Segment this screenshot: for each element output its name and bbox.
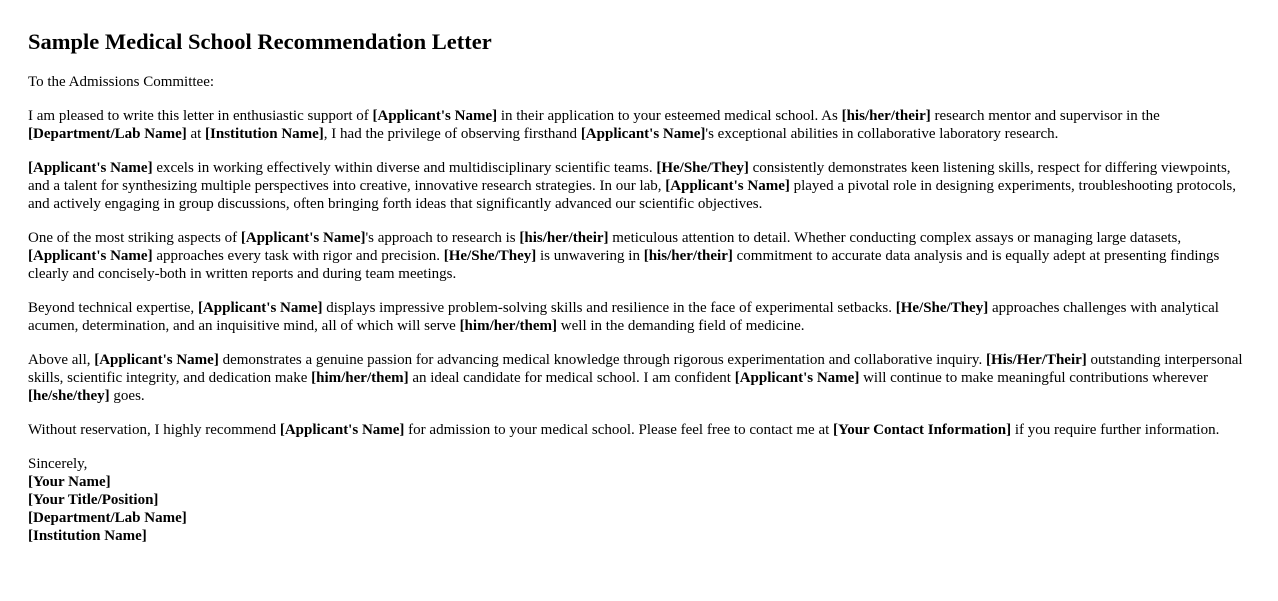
body-text: meticulous attention to detail. Whether conducting complex assays or managing large datasets, [608,230,1182,246]
paragraph-3 [28,229,1250,283]
body-text: for admission to your medical school. Please feel free to contact me at [404,422,834,438]
placeholder-text: [Applicant's Name] [734,370,860,386]
placeholder-text: [he/she/they] [28,388,110,404]
body-text: approaches challenges with analytical acumen, determination, and an inquisitive mind, all of which will serve [28,300,1219,334]
salutation: To the Admissions Committee: [28,74,215,90]
body-text: well in the demanding field of medicine. [557,318,805,334]
body-text: demonstrates a genuine passion for advancing medical knowledge through rigorous experimentation and collaborative inquiry. [218,352,986,368]
placeholder-text: [Applicant's Name] [279,422,405,438]
placeholder-text: [Applicant's Name] [28,248,153,264]
body-text: is unwavering in [536,248,644,264]
body-text: , I had the privilege of observing firsthand [323,126,581,142]
placeholder-text: [Applicant's Name] [197,300,323,316]
signature-name: [Your Name] [28,474,111,490]
paragraph-1 [28,107,1250,143]
placeholder-text: [Applicant's Name] [28,160,153,176]
paragraph-4 [28,299,1250,335]
valediction: Sincerely, [28,456,88,472]
placeholder-text: [Applicant's Name] [240,230,366,246]
body-text: will continue to make meaningful contributions wherever [859,370,1208,386]
body-text: One of the most striking aspects of [28,230,241,246]
placeholder-text: [He/She/They] [656,160,749,176]
body-text: displays impressive problem-solving skills and resilience in the face of experimental setbacks. [322,300,896,316]
body-text: approaches every task with rigor and precision. [152,248,444,264]
placeholder-text: [Department/Lab Name] [28,126,187,142]
body-text: Beyond technical expertise, [28,300,198,316]
signature-title: [Your Title/Position] [28,492,159,508]
body-text: research mentor and supervisor in the [930,108,1160,124]
placeholder-text: [his/her/their] [841,108,931,124]
placeholder-text: [his/her/their] [519,230,609,246]
body-text: if you require further information. [1011,422,1220,438]
placeholder-text: [him/her/them] [459,318,558,334]
placeholder-text: [Applicant's Name] [94,352,219,368]
body-text: commitment to accurate data analysis and is equally adept at presenting findings clearly and concisely-both in written reports and during team meetings. [28,248,1220,282]
placeholder-text: [His/Her/Their] [985,352,1087,368]
placeholder-text: [Applicant's Name] [580,126,706,142]
body-text: excels in working effectively within diverse and multidisciplinary scientific teams. [152,160,657,176]
placeholder-text: [his/her/their] [643,248,733,264]
paragraph-2 [28,159,1250,213]
body-text: outstanding interpersonal skills, scientific integrity, and dedication make [28,352,1243,386]
body-text: 's approach to research is [365,230,520,246]
body-text: an ideal candidate for medical school. I am confident [408,370,735,386]
body-text: at [186,126,206,142]
letter-body [28,107,1250,439]
body-text: goes. [109,388,145,404]
signature-institution: [Institution Name] [28,528,147,544]
body-text: 's exceptional abilities in collaborative laboratory research. [705,126,1059,142]
page-title: Sample Medical School Recommendation Letter [28,29,492,54]
body-text: consistently demonstrates keen listening skills, respect for differing viewpoints, and a talent for synthesizing multiple perspectives into creative, innovative research strategies. In our lab, [28,160,1231,194]
body-text: played a pivotal role in designing experiments, troubleshooting protocols, and actively engaging in group discussions, often bringing forth ideas that significantly advanced our scientific objectives. [28,178,1237,212]
body-text: Above all, [28,352,95,368]
placeholder-text: [him/her/them] [311,370,409,386]
body-text: Without reservation, I highly recommend [28,422,280,438]
placeholder-text: [He/She/They] [443,248,537,264]
placeholder-text: [Your Contact Information] [833,422,1012,438]
placeholder-text: [Applicant's Name] [372,108,498,124]
closing-block [28,455,1250,545]
body-text: in their application to your esteemed medical school. As [497,108,842,124]
paragraph-5 [28,351,1250,405]
paragraph-6 [28,421,1250,439]
placeholder-text: [Institution Name] [205,126,324,142]
placeholder-text: [Applicant's Name] [665,178,790,194]
signature-department: [Department/Lab Name] [28,510,187,526]
body-text: I am pleased to write this letter in enthusiastic support of [28,108,373,124]
placeholder-text: [He/She/They] [895,300,989,316]
